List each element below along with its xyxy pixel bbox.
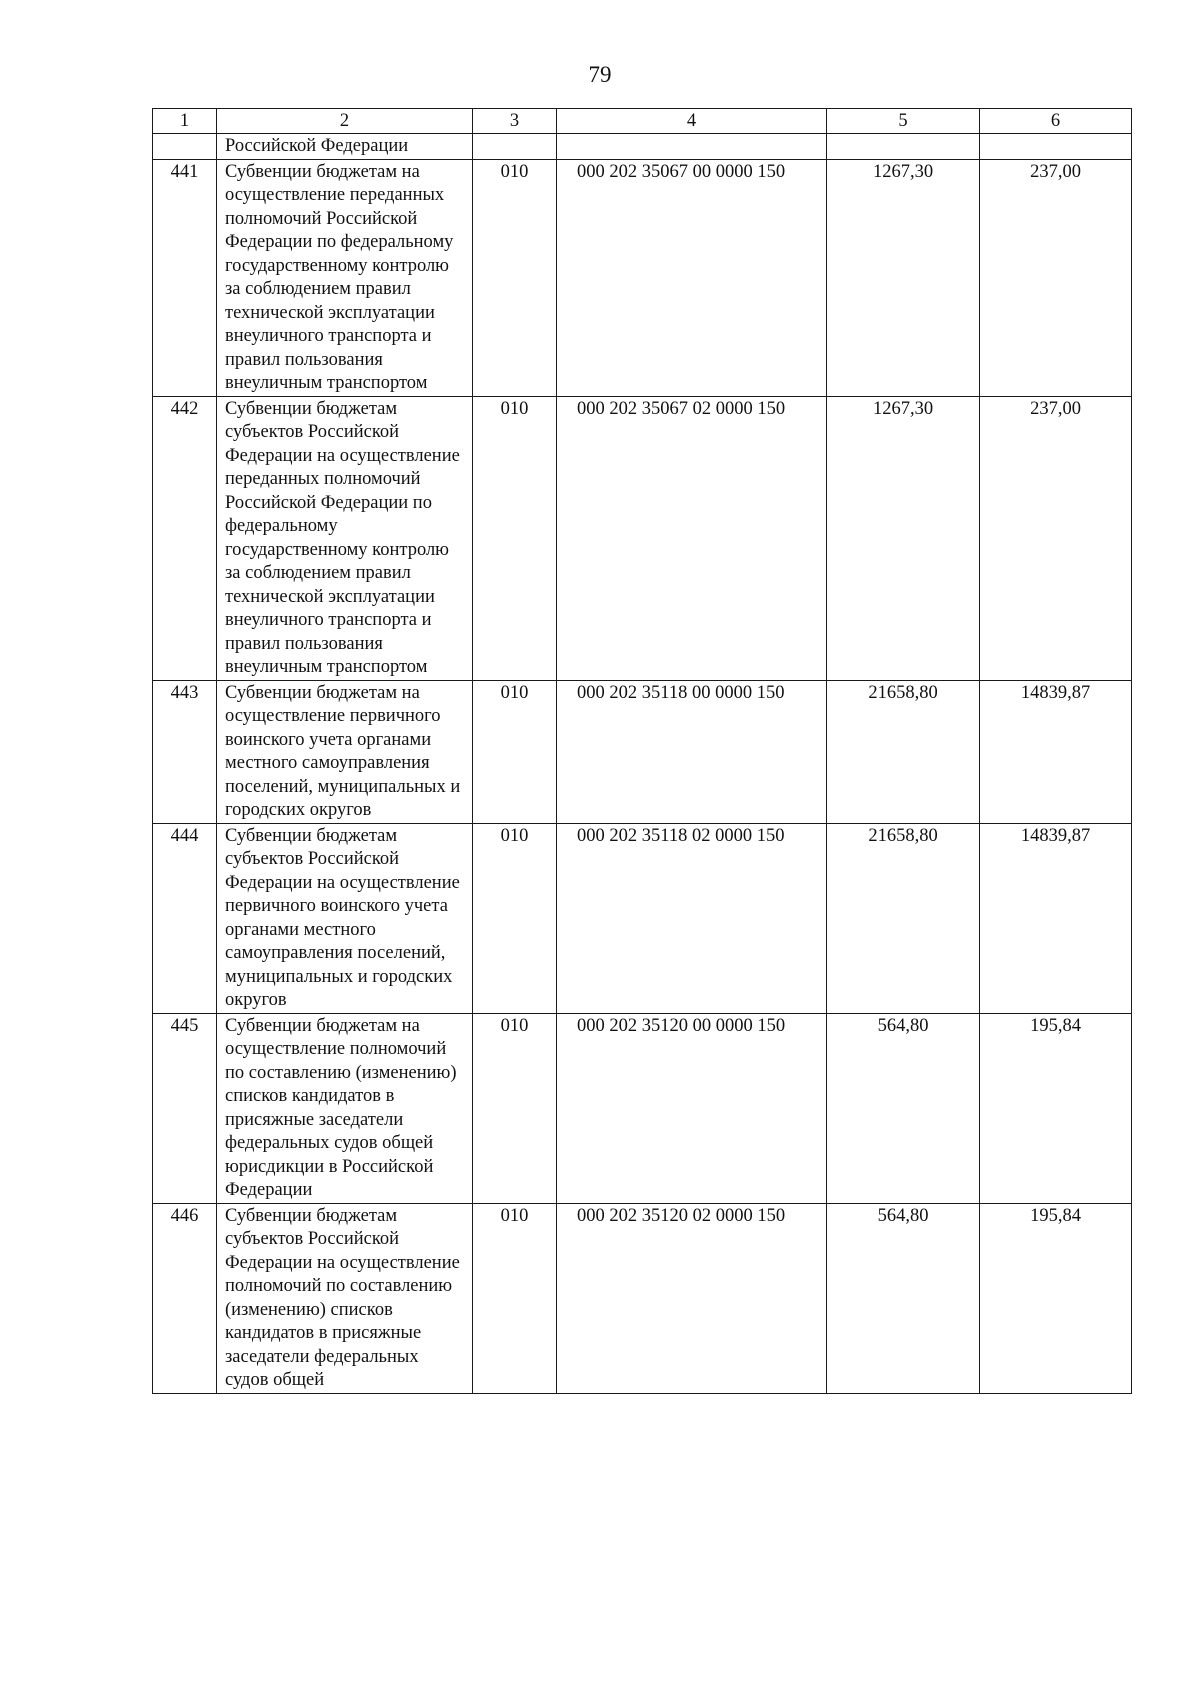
cell-num: 446 (153, 1203, 217, 1393)
cell-value-5 (827, 134, 980, 160)
cell-admin: 010 (473, 396, 557, 680)
cell-name: Субвенции бюджетам субъектов Российской Федерации на осуществление первичного воинского учета органами местного самоуправления поселений, муниципальных и городских округов (217, 823, 473, 1013)
cell-code: 000 202 35118 02 0000 150 (557, 823, 827, 1013)
cell-num: 445 (153, 1013, 217, 1203)
header-col-2: 2 (217, 109, 473, 134)
cell-code: 000 202 35120 02 0000 150 (557, 1203, 827, 1393)
cell-code (557, 134, 827, 160)
cell-num: 442 (153, 396, 217, 680)
header-col-1: 1 (153, 109, 217, 134)
cell-code: 000 202 35067 00 0000 150 (557, 159, 827, 396)
cell-name: Субвенции бюджетам на осуществление первичного воинского учета органами местного самоуправления поселений, муниципальных и городских округов (217, 680, 473, 823)
cell-code: 000 202 35067 02 0000 150 (557, 396, 827, 680)
cell-admin (473, 134, 557, 160)
table-row (153, 1013, 1132, 1203)
budget-table (152, 108, 1132, 1394)
cell-num: 443 (153, 680, 217, 823)
cell-num (153, 134, 217, 160)
cell-num: 444 (153, 823, 217, 1013)
cell-value-5: 564,80 (827, 1203, 980, 1393)
cell-name: Российской Федерации (217, 134, 473, 160)
cell-value-5: 21658,80 (827, 680, 980, 823)
table-row (153, 680, 1132, 823)
cell-admin: 010 (473, 1013, 557, 1203)
table-row (153, 159, 1132, 396)
header-col-5: 5 (827, 109, 980, 134)
table-body (153, 134, 1132, 1394)
cell-num: 441 (153, 159, 217, 396)
table-header (153, 109, 1132, 134)
cell-value-5: 1267,30 (827, 396, 980, 680)
page-number: 79 (588, 62, 612, 87)
cell-value-6: 237,00 (980, 396, 1132, 680)
cell-code: 000 202 35118 00 0000 150 (557, 680, 827, 823)
header-col-6: 6 (980, 109, 1132, 134)
cell-admin: 010 (473, 159, 557, 396)
cell-value-5: 564,80 (827, 1013, 980, 1203)
cell-name: Субвенции бюджетам субъектов Российской Федерации на осуществление переданных полномочий Российской Федерации по федеральному государственному контролю за соблюдением правил технической эксплуатации внеуличного транспорта и правил пользования внеуличным транспортом (217, 396, 473, 680)
cell-value-6: 195,84 (980, 1013, 1132, 1203)
cell-value-6: 14839,87 (980, 823, 1132, 1013)
cell-admin: 010 (473, 1203, 557, 1393)
cell-value-6: 237,00 (980, 159, 1132, 396)
table-row-continuation (153, 134, 1132, 160)
table-row (153, 823, 1132, 1013)
table-row (153, 396, 1132, 680)
cell-value-5: 1267,30 (827, 159, 980, 396)
cell-name: Субвенции бюджетам на осуществление полномочий по составлению (изменению) списков кандидатов в присяжные заседатели федеральных судов общей юрисдикции в Российской Федерации (217, 1013, 473, 1203)
header-col-4: 4 (557, 109, 827, 134)
cell-value-6: 14839,87 (980, 680, 1132, 823)
cell-code: 000 202 35120 00 0000 150 (557, 1013, 827, 1203)
cell-value-6: 195,84 (980, 1203, 1132, 1393)
cell-admin: 010 (473, 680, 557, 823)
cell-value-6 (980, 134, 1132, 160)
cell-value-5: 21658,80 (827, 823, 980, 1013)
table-row (153, 1203, 1132, 1393)
cell-name: Субвенции бюджетам на осуществление переданных полномочий Российской Федерации по федеральному государственному контролю за соблюдением правил технической эксплуатации внеуличного транспорта и правил пользования внеуличным транспортом (217, 159, 473, 396)
cell-admin: 010 (473, 823, 557, 1013)
cell-name: Субвенции бюджетам субъектов Российской Федерации на осуществление полномочий по составлению (изменению) списков кандидатов в присяжные заседатели федеральных судов общей (217, 1203, 473, 1393)
header-row (153, 109, 1132, 134)
header-col-3: 3 (473, 109, 557, 134)
